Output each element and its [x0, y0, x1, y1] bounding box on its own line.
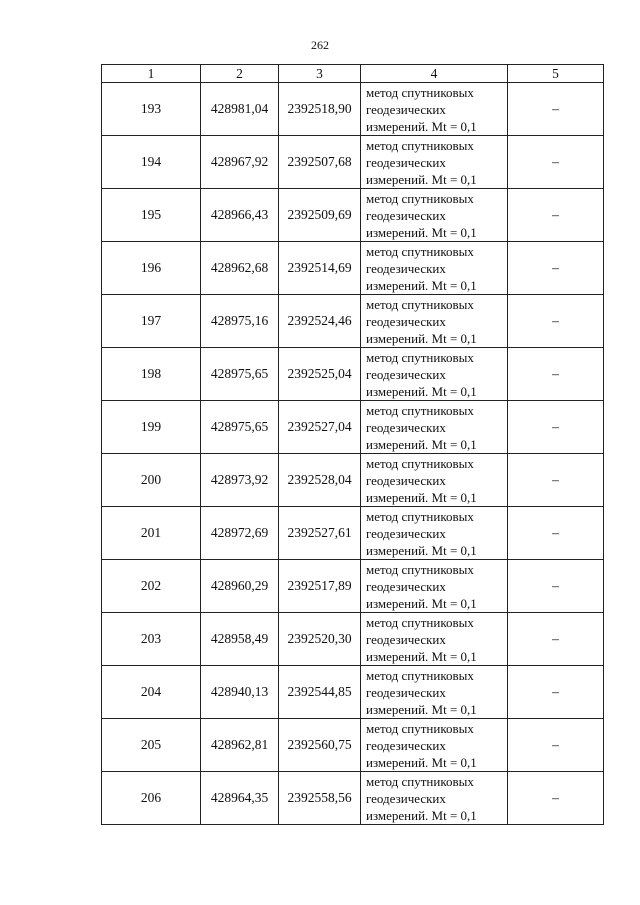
point-number-cell: 200 [102, 454, 201, 507]
method-line-1: метод спутниковых [366, 455, 474, 471]
dash-mark: – [552, 207, 559, 222]
dash-mark: – [552, 366, 559, 381]
method-cell [361, 401, 508, 454]
y-coordinate-cell: 2392507,68 [279, 136, 361, 189]
method-line-2: геодезических [366, 101, 446, 117]
method-line-1: метод спутниковых [366, 402, 474, 418]
method-cell [361, 719, 508, 772]
point-number-cell: 201 [102, 507, 201, 560]
method-line-2: геодезических [366, 472, 446, 488]
method-cell [361, 295, 508, 348]
method-line-1: метод спутниковых [366, 137, 474, 153]
dash-mark: – [552, 101, 559, 116]
method-line-3: измерений. Mt = 0,1 [366, 595, 477, 611]
column-header-5: 5 [508, 65, 604, 83]
method-line-3: измерений. Mt = 0,1 [366, 648, 477, 664]
method-line-2: геодезических [366, 790, 446, 806]
x-coordinate-cell: 428975,65 [201, 348, 279, 401]
point-number-cell: 203 [102, 613, 201, 666]
y-coordinate-cell: 2392514,69 [279, 242, 361, 295]
x-coordinate-cell: 428962,81 [201, 719, 279, 772]
error-cell [508, 83, 604, 136]
method-line-3: измерений. Mt = 0,1 [366, 542, 477, 558]
method-line-2: геодезических [366, 260, 446, 276]
dash-mark: – [552, 790, 559, 805]
method-line-3: измерений. Mt = 0,1 [366, 118, 477, 134]
x-coordinate-cell: 428975,16 [201, 295, 279, 348]
coordinates-table [101, 64, 604, 825]
method-line-1: метод спутниковых [366, 349, 474, 365]
method-line-1: метод спутниковых [366, 773, 474, 789]
error-cell [508, 666, 604, 719]
column-header-4: 4 [361, 65, 508, 83]
method-line-1: метод спутниковых [366, 614, 474, 630]
table-row [102, 136, 604, 189]
method-line-1: метод спутниковых [366, 561, 474, 577]
method-line-2: геодезических [366, 578, 446, 594]
point-number-cell: 196 [102, 242, 201, 295]
column-header-2: 2 [201, 65, 279, 83]
y-coordinate-cell: 2392517,89 [279, 560, 361, 613]
y-coordinate-cell: 2392525,04 [279, 348, 361, 401]
method-line-1: метод спутниковых [366, 508, 474, 524]
error-cell [508, 719, 604, 772]
method-line-1: метод спутниковых [366, 243, 474, 259]
table-row [102, 507, 604, 560]
error-cell [508, 295, 604, 348]
y-coordinate-cell: 2392558,56 [279, 772, 361, 825]
method-cell [361, 666, 508, 719]
method-line-3: измерений. Mt = 0,1 [366, 489, 477, 505]
error-cell [508, 136, 604, 189]
error-cell [508, 348, 604, 401]
x-coordinate-cell: 428981,04 [201, 83, 279, 136]
method-cell [361, 242, 508, 295]
method-line-2: геодезических [366, 207, 446, 223]
dash-mark: – [552, 419, 559, 434]
method-line-3: измерений. Mt = 0,1 [366, 330, 477, 346]
y-coordinate-cell: 2392528,04 [279, 454, 361, 507]
method-cell [361, 772, 508, 825]
dash-mark: – [552, 154, 559, 169]
point-number-cell: 204 [102, 666, 201, 719]
x-coordinate-cell: 428960,29 [201, 560, 279, 613]
method-line-3: измерений. Mt = 0,1 [366, 701, 477, 717]
method-line-3: измерений. Mt = 0,1 [366, 171, 477, 187]
point-number-cell: 199 [102, 401, 201, 454]
dash-mark: – [552, 737, 559, 752]
method-line-1: метод спутниковых [366, 296, 474, 312]
error-cell [508, 560, 604, 613]
method-line-3: измерений. Mt = 0,1 [366, 754, 477, 770]
y-coordinate-cell: 2392520,30 [279, 613, 361, 666]
method-line-1: метод спутниковых [366, 667, 474, 683]
x-coordinate-cell: 428967,92 [201, 136, 279, 189]
point-number-cell: 206 [102, 772, 201, 825]
table-row [102, 613, 604, 666]
dash-mark: – [552, 260, 559, 275]
point-number-cell: 202 [102, 560, 201, 613]
table-body [102, 83, 604, 825]
method-cell [361, 507, 508, 560]
error-cell [508, 401, 604, 454]
x-coordinate-cell: 428975,65 [201, 401, 279, 454]
method-line-3: измерений. Mt = 0,1 [366, 807, 477, 823]
method-line-2: геодезических [366, 419, 446, 435]
table-row [102, 454, 604, 507]
point-number-cell: 198 [102, 348, 201, 401]
method-line-1: метод спутниковых [366, 190, 474, 206]
method-line-2: геодезических [366, 366, 446, 382]
method-line-2: геодезических [366, 684, 446, 700]
y-coordinate-cell: 2392527,04 [279, 401, 361, 454]
error-cell [508, 507, 604, 560]
error-cell [508, 772, 604, 825]
method-cell [361, 454, 508, 507]
method-line-2: геодезических [366, 737, 446, 753]
method-line-3: измерений. Mt = 0,1 [366, 224, 477, 240]
method-line-1: метод спутниковых [366, 720, 474, 736]
method-cell [361, 136, 508, 189]
table-row [102, 242, 604, 295]
x-coordinate-cell: 428940,13 [201, 666, 279, 719]
x-coordinate-cell: 428973,92 [201, 454, 279, 507]
method-line-2: геодезических [366, 631, 446, 647]
y-coordinate-cell: 2392524,46 [279, 295, 361, 348]
dash-mark: – [552, 313, 559, 328]
method-cell [361, 189, 508, 242]
table-row [102, 560, 604, 613]
point-number-cell: 205 [102, 719, 201, 772]
table-row [102, 348, 604, 401]
method-cell [361, 560, 508, 613]
table-row [102, 719, 604, 772]
error-cell [508, 189, 604, 242]
x-coordinate-cell: 428962,68 [201, 242, 279, 295]
dash-mark: – [552, 578, 559, 593]
dash-mark: – [552, 684, 559, 699]
method-line-3: измерений. Mt = 0,1 [366, 436, 477, 452]
x-coordinate-cell: 428958,49 [201, 613, 279, 666]
method-line-3: измерений. Mt = 0,1 [366, 277, 477, 293]
x-coordinate-cell: 428972,69 [201, 507, 279, 560]
x-coordinate-cell: 428966,43 [201, 189, 279, 242]
method-line-1: метод спутниковых [366, 84, 474, 100]
error-cell [508, 613, 604, 666]
column-header-1: 1 [102, 65, 201, 83]
method-line-2: геодезических [366, 313, 446, 329]
column-header-3: 3 [279, 65, 361, 83]
dash-mark: – [552, 525, 559, 540]
method-line-2: геодезических [366, 525, 446, 541]
dash-mark: – [552, 631, 559, 646]
y-coordinate-cell: 2392518,90 [279, 83, 361, 136]
table-row [102, 295, 604, 348]
error-cell [508, 454, 604, 507]
method-cell [361, 613, 508, 666]
point-number-cell: 195 [102, 189, 201, 242]
dash-mark: – [552, 472, 559, 487]
point-number-cell: 193 [102, 83, 201, 136]
page-number: 262 [311, 38, 329, 52]
method-cell [361, 348, 508, 401]
table-row [102, 401, 604, 454]
y-coordinate-cell: 2392560,75 [279, 719, 361, 772]
table-row [102, 189, 604, 242]
table-row [102, 772, 604, 825]
x-coordinate-cell: 428964,35 [201, 772, 279, 825]
method-cell [361, 83, 508, 136]
method-line-2: геодезических [366, 154, 446, 170]
table-row [102, 83, 604, 136]
y-coordinate-cell: 2392509,69 [279, 189, 361, 242]
y-coordinate-cell: 2392527,61 [279, 507, 361, 560]
y-coordinate-cell: 2392544,85 [279, 666, 361, 719]
point-number-cell: 194 [102, 136, 201, 189]
error-cell [508, 242, 604, 295]
method-line-3: измерений. Mt = 0,1 [366, 383, 477, 399]
table-row [102, 666, 604, 719]
point-number-cell: 197 [102, 295, 201, 348]
table-header-row [102, 65, 604, 83]
